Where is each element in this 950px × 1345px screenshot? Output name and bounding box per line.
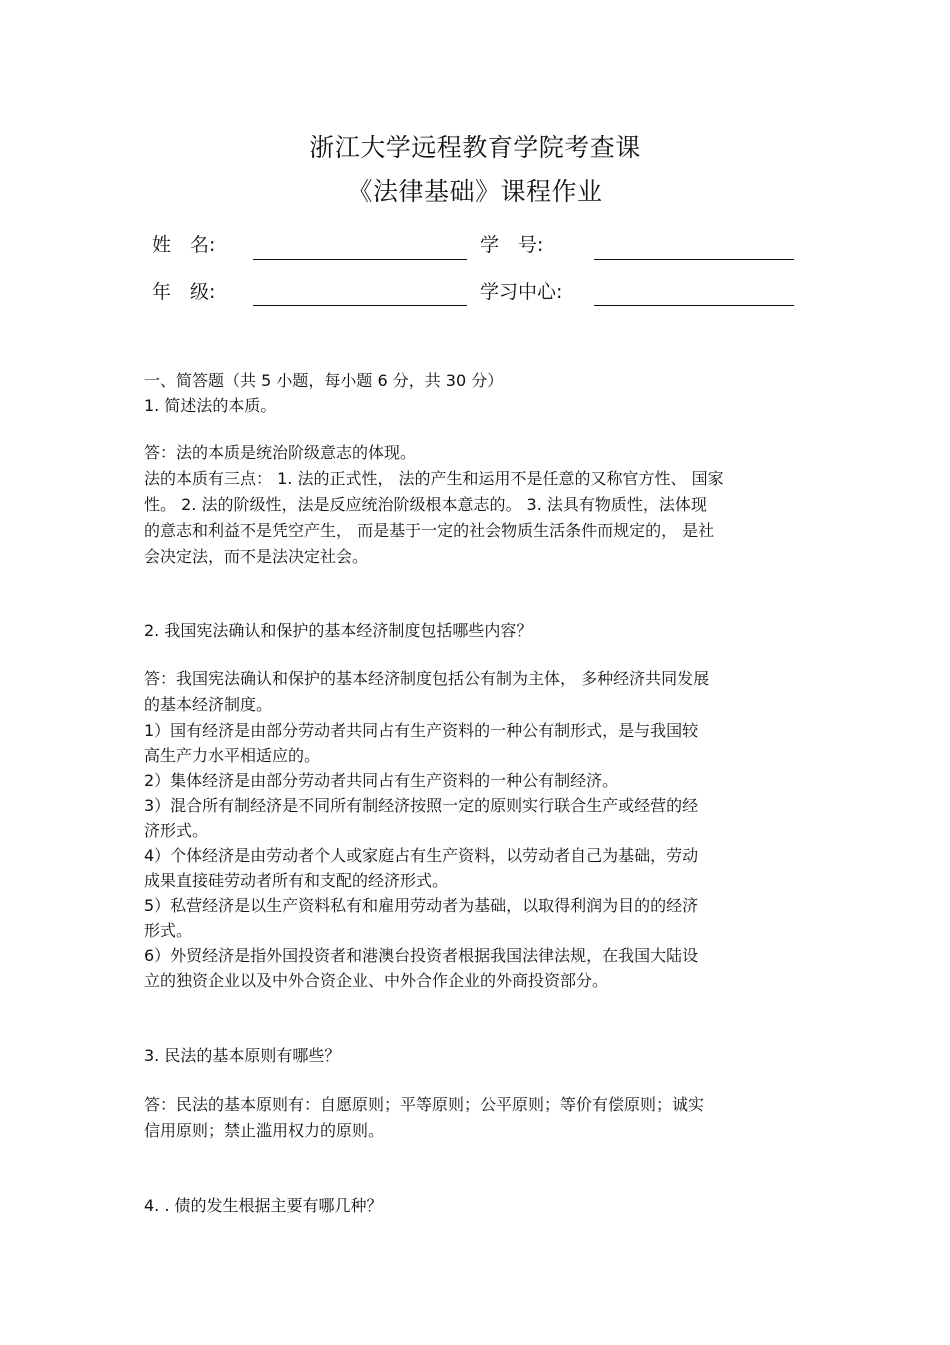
answer-2-line: 3）混合所有制经济是不同所有制经济按照一定的原则实行联合生产或经营的经 [144,796,699,815]
answer-2-line: 形式。 [144,921,193,940]
answer-2-line: 1）国有经济是由部分劳动者共同占有生产资料的一种公有制形式，是与我国较 [144,721,699,740]
answer-1-line: 的意志和利益不是凭空产生， 而是基于一定的社会物质生活条件而规定的， 是社 [144,521,715,540]
grade-field[interactable] [253,305,467,306]
answer-2-line: 4）个体经济是由劳动者个人或家庭占有生产资料，以劳动者自己为基础，劳动 [144,846,699,865]
answer-2-line: 济形式。 [144,821,209,840]
answer-3-line: 答：民法的基本原则有：自愿原则；平等原则；公平原则；等价有偿原则；诚实 [144,1095,705,1114]
question-1: 1. 简述法的本质。 [144,396,277,415]
course-title: 《法律基础》课程作业 [347,177,603,206]
answer-2-line: 的基本经济制度。 [144,695,273,714]
question-3: 3. 民法的基本原则有哪些？ [144,1046,341,1065]
answer-2-line: 成果直接硅劳动者所有和支配的经济形式。 [144,871,449,890]
answer-3-line: 信用原则；禁止滥用权力的原则。 [144,1121,385,1140]
name-label: 姓 名: [152,234,216,256]
student-id-field[interactable] [594,259,794,260]
learning-center-label: 学习中心: [480,281,563,303]
answer-2-line: 高生产力水平相适应的。 [144,746,321,765]
answer-2-line: 2）集体经济是由部分劳动者共同占有生产资料的一种公有制经济。 [144,771,619,790]
answer-1-line: 法的本质有三点： 1. 法的正式性， 法的产生和运用不是任意的又称官方性、 国家 [144,469,724,488]
answer-1-line: 会决定法，而不是法决定社会。 [144,547,369,566]
answer-2-line: 答：我国宪法确认和保护的基本经济制度包括公有制为主体， 多种经济共同发展 [144,669,710,688]
document-title: 浙江大学远程教育学院考查课 [309,133,641,162]
question-2: 2. 我国宪法确认和保护的基本经济制度包括哪些内容？ [144,621,533,640]
learning-center-field[interactable] [594,305,794,306]
answer-2-line: 6）外贸经济是指外国投资者和港澳台投资者根据我国法律法规，在我国大陆设 [144,946,699,965]
grade-label: 年 级: [152,281,216,303]
question-4: 4. . 债的发生根据主要有哪几种？ [144,1196,383,1215]
answer-1-line: 性。 2. 法的阶级性，法是反应统治阶级根本意志的。 3. 法具有物质性，法体现 [144,495,707,514]
name-field[interactable] [253,259,467,260]
student-id-label: 学 号: [480,234,544,256]
section-heading: 一、简答题（共 5 小题，每小题 6 分，共 30 分） [144,371,504,390]
answer-1-line: 答：法的本质是统治阶级意志的体现。 [144,443,417,462]
answer-2-line: 立的独资企业以及中外合资企业、中外合作企业的外商投资部分。 [144,971,609,990]
answer-2-line: 5）私营经济是以生产资料私有和雇用劳动者为基础，以取得利润为目的的经济 [144,896,699,915]
